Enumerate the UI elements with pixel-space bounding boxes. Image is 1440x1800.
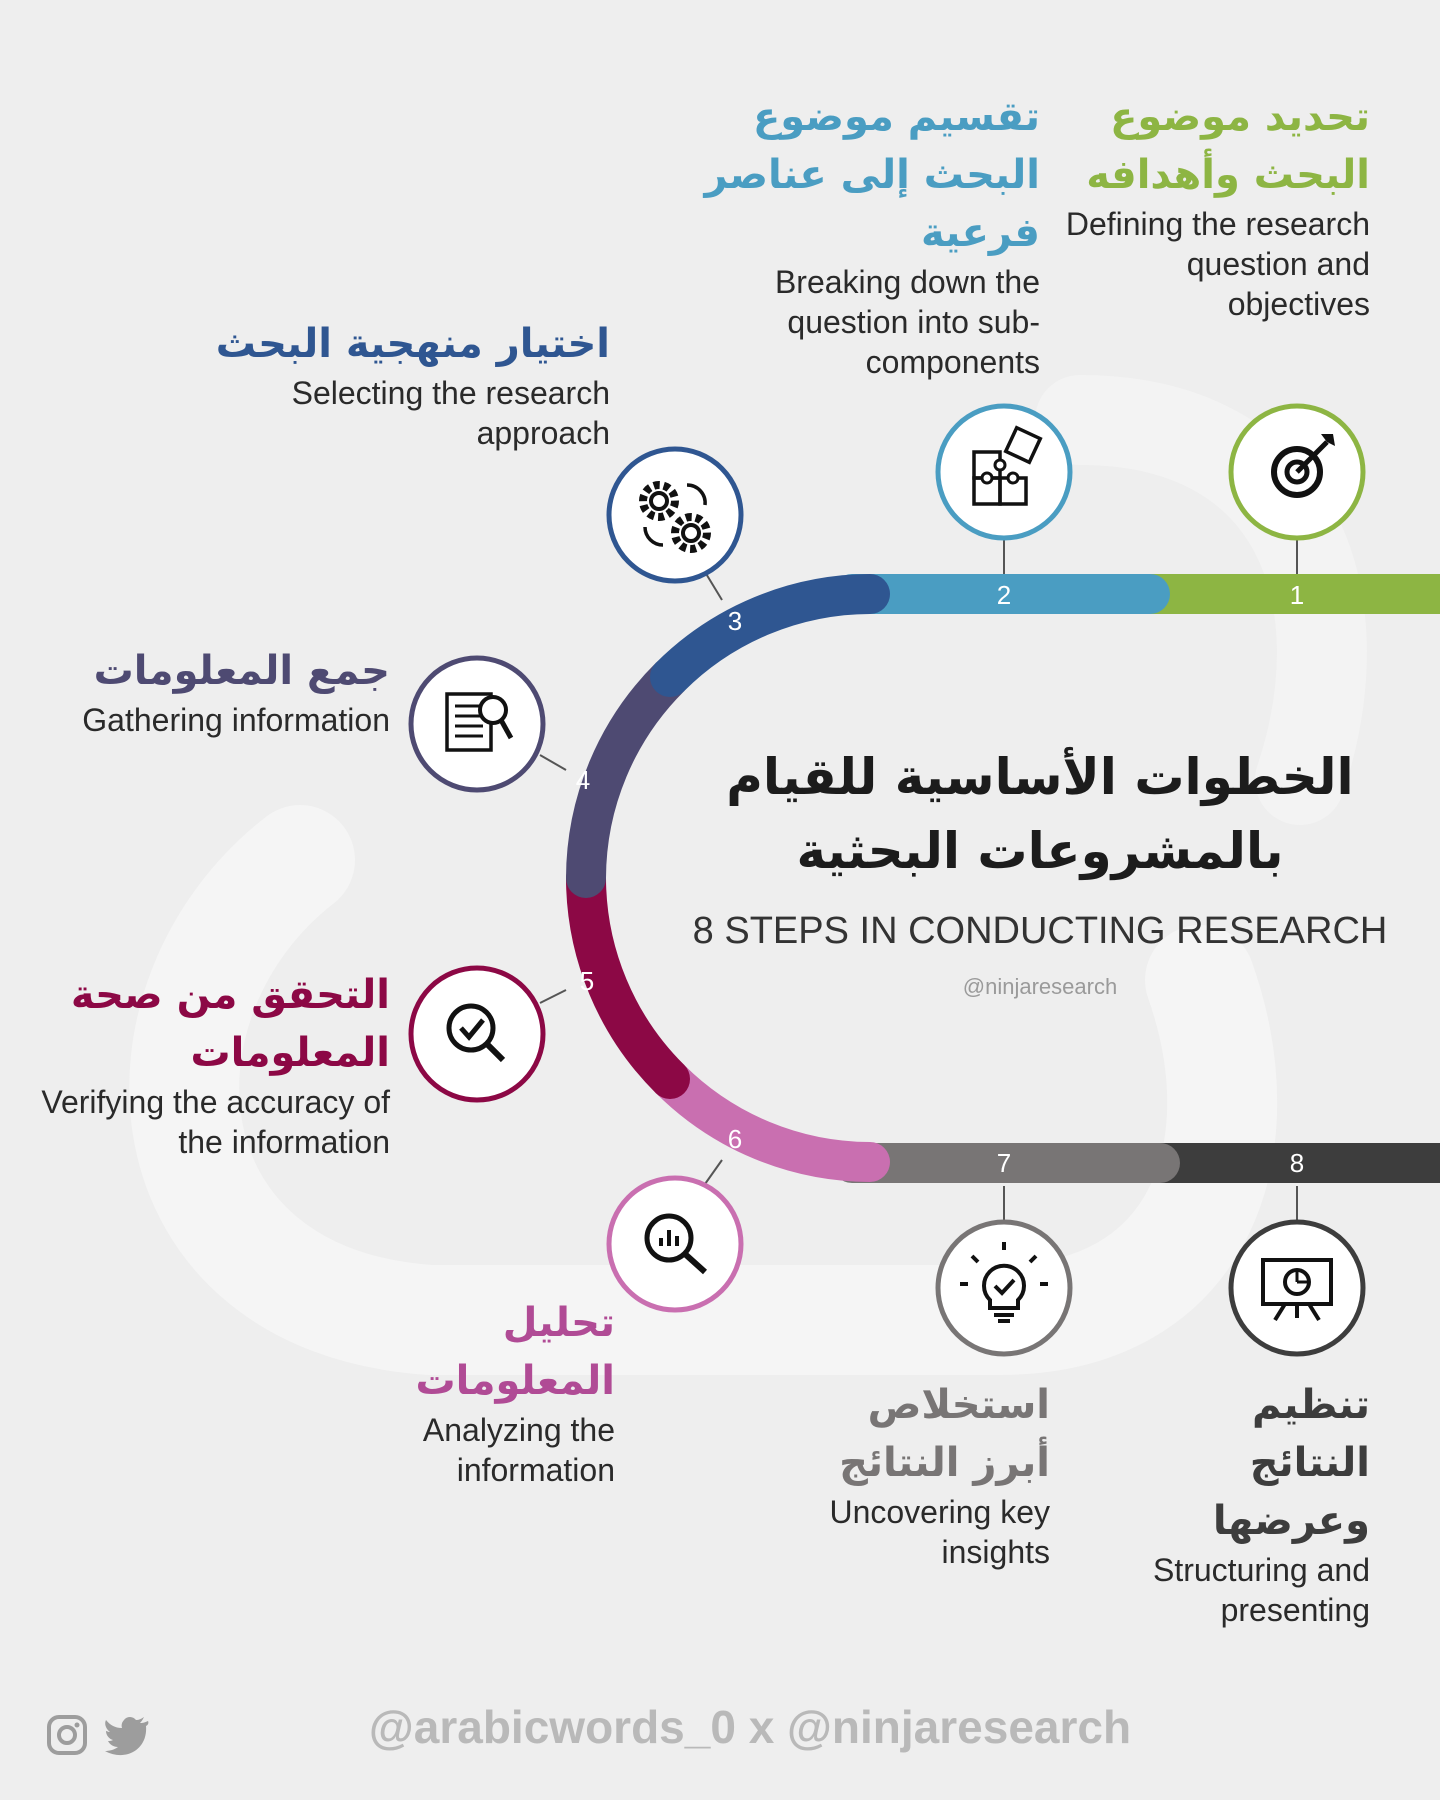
step-number-6: 6 — [727, 1124, 743, 1154]
step-7-arabic: استخلاص أبرز النتائج — [839, 1382, 1050, 1486]
step-3-text — [210, 315, 610, 453]
step-number-3: 3 — [727, 606, 743, 636]
step-2-text — [700, 88, 1040, 382]
step-3-arabic: اختيار منهجية البحث — [215, 321, 610, 367]
puzzle-icon — [938, 406, 1070, 538]
step-1-english: Defining the research question and objectives — [1065, 206, 1370, 322]
step-8-english: Structuring and presenting — [1152, 1552, 1370, 1628]
document-search-icon — [411, 658, 543, 790]
step-number-4: 4 — [575, 765, 591, 795]
step-1-text — [1050, 88, 1370, 324]
step-4-text — [40, 642, 390, 740]
instagram-icon[interactable] — [46, 1714, 88, 1756]
step-7-text — [800, 1376, 1050, 1572]
step-6-english: Analyzing the information — [422, 1412, 615, 1488]
step-2-english: Breaking down the question into sub-components — [774, 264, 1040, 380]
target-icon — [1231, 406, 1363, 538]
magnifier-check-icon — [411, 968, 543, 1100]
step-1-arabic: تحديد موضوع البحث وأهدافه — [1086, 94, 1370, 198]
step-3-english: Selecting the research approach — [291, 375, 610, 451]
step-8-text — [1120, 1376, 1370, 1630]
step-5-text — [20, 966, 390, 1162]
step-6-arabic: تحليل المعلومات — [415, 1300, 615, 1404]
magnifier-chart-icon — [609, 1178, 741, 1310]
step-2-arabic: تقسيم موضوع البحث إلى عناصر فرعية — [704, 94, 1040, 256]
step-5-english: Verifying the accuracy of the information — [41, 1084, 390, 1160]
step-number-1: 1 — [1289, 580, 1305, 610]
main-title-english: 8 STEPS IN CONDUCTING RESEARCH — [692, 910, 1388, 952]
footer-credits: @arabicwords_0 x @ninjaresearch — [368, 1701, 1132, 1753]
presentation-board-icon — [1231, 1222, 1363, 1354]
step-4-english: Gathering information — [82, 702, 390, 738]
main-title-block — [690, 740, 1390, 1000]
step-number-7: 7 — [996, 1148, 1012, 1178]
step-number-2: 2 — [996, 580, 1012, 610]
step-5-arabic: التحقق من صحة المعلومات — [70, 972, 390, 1076]
twitter-icon[interactable] — [104, 1714, 150, 1756]
title-handle: @ninjaresearch — [962, 974, 1118, 999]
main-title-arabic: الخطوات الأساسية للقيام بالمشروعات البحثية — [726, 748, 1354, 880]
lightbulb-check-icon — [938, 1222, 1070, 1354]
step-6-text — [340, 1294, 615, 1490]
step-number-5: 5 — [579, 966, 595, 996]
step-7-english: Uncovering key insights — [829, 1494, 1050, 1570]
step-number-8: 8 — [1289, 1148, 1305, 1178]
gears-icon — [609, 449, 741, 581]
step-4-arabic: جمع المعلومات — [93, 648, 390, 694]
step-8-arabic: تنظيم النتائج وعرضها — [1212, 1382, 1370, 1544]
